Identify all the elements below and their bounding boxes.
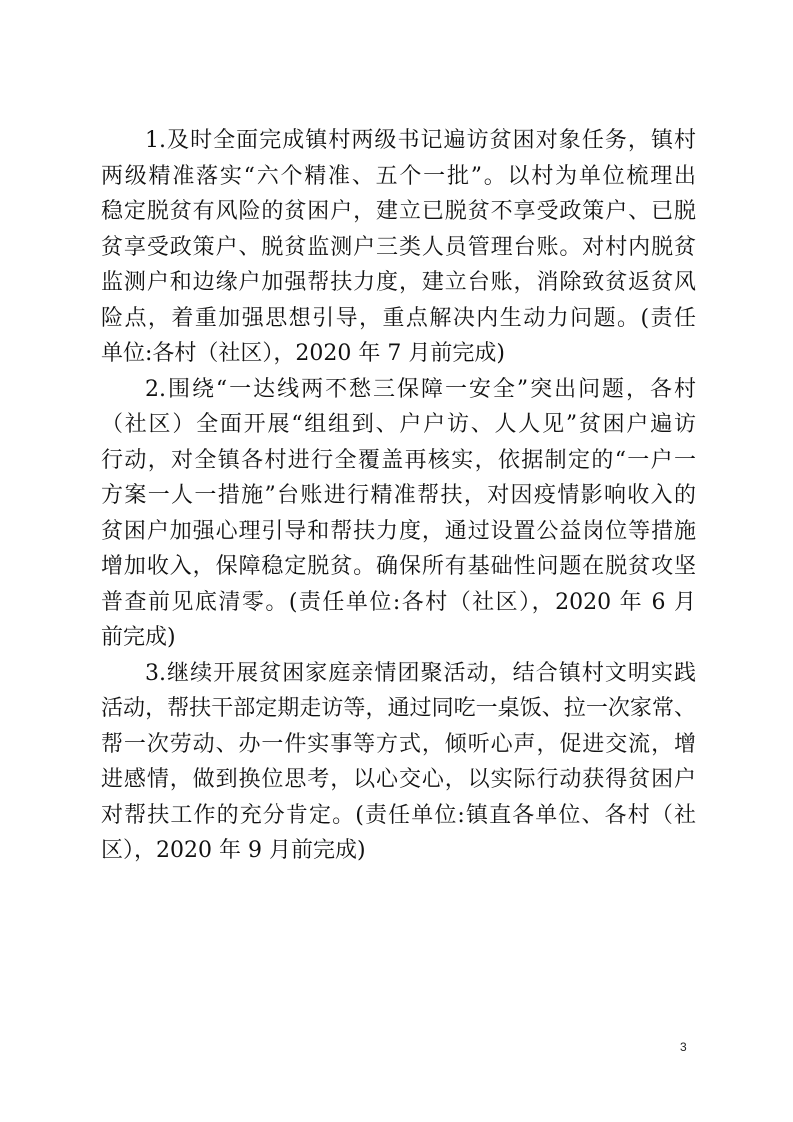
paragraph-line: 增加收入，保障稳定脱贫。确保所有基础性问题在脱贫攻坚 — [101, 554, 696, 579]
paragraph-line: 险点，着重加强思想引导，重点解决内生动力问题。(责任 — [101, 305, 696, 331]
page-number: 3 — [680, 1040, 687, 1054]
paragraph-line: 监测户和边缘户加强帮扶力度，建立台账，消除致贫返贫风 — [101, 270, 696, 295]
document-body — [101, 123, 696, 869]
paragraph-3 — [101, 656, 696, 869]
paragraph-line: 1.及时全面完成镇村两级书记遍访贫困对象任务，镇村 — [145, 128, 696, 153]
paragraph-line: 活动，帮扶干部定期走访等，通过同吃一桌饭、拉一次家常、 — [101, 696, 696, 721]
paragraph-line: 区），2020 年 9 月前完成) — [101, 838, 366, 863]
paragraph-line: 进感情，做到换位思考，以心交心，以实际行动获得贫困户 — [101, 767, 696, 792]
paragraph-line: 2.围绕“一达线两不愁三保障一安全”突出问题，各村 — [145, 376, 696, 402]
paragraph-line: （社区）全面开展“组组到、户户访、人人见”贫困户遍访 — [101, 412, 696, 437]
paragraph-line: 贫享受政策户、脱贫监测户三类人员管理台账。对村内脱贫 — [101, 234, 696, 260]
paragraph-line: 单位:各村（社区），2020 年 7 月前完成) — [101, 341, 505, 366]
paragraph-1 — [101, 123, 696, 372]
paragraph-line: 贫困户加强心理引导和帮扶力度，通过设置公益岗位等措施 — [101, 518, 696, 544]
paragraph-line: 3.继续开展贫困家庭亲情团聚活动，结合镇村文明实践 — [145, 660, 696, 686]
paragraph-line: 稳定脱贫有风险的贫困户，建立已脱贫不享受政策户、已脱 — [101, 199, 696, 224]
paragraph-line: 两级精准落实“六个精准、五个一批”。以村为单位梳理出 — [101, 163, 696, 189]
paragraph-line: 方案一人一措施”台账进行精准帮扶，对因疫情影响收入的 — [101, 483, 696, 508]
paragraph-line: 行动，对全镇各村进行全覆盖再核实，依据制定的“一户一 — [101, 447, 696, 473]
paragraph-line: 帮一次劳动、办一件实事等方式，倾听心声，促进交流，增 — [101, 731, 696, 757]
paragraph-line: 前完成) — [101, 625, 176, 650]
paragraph-line: 对帮扶工作的充分肯定。(责任单位:镇直各单位、各村（社 — [101, 802, 696, 828]
paragraph-line: 普查前见底清零。(责任单位:各村（社区），2020 年 6 月 — [101, 589, 696, 615]
paragraph-2 — [101, 372, 696, 656]
